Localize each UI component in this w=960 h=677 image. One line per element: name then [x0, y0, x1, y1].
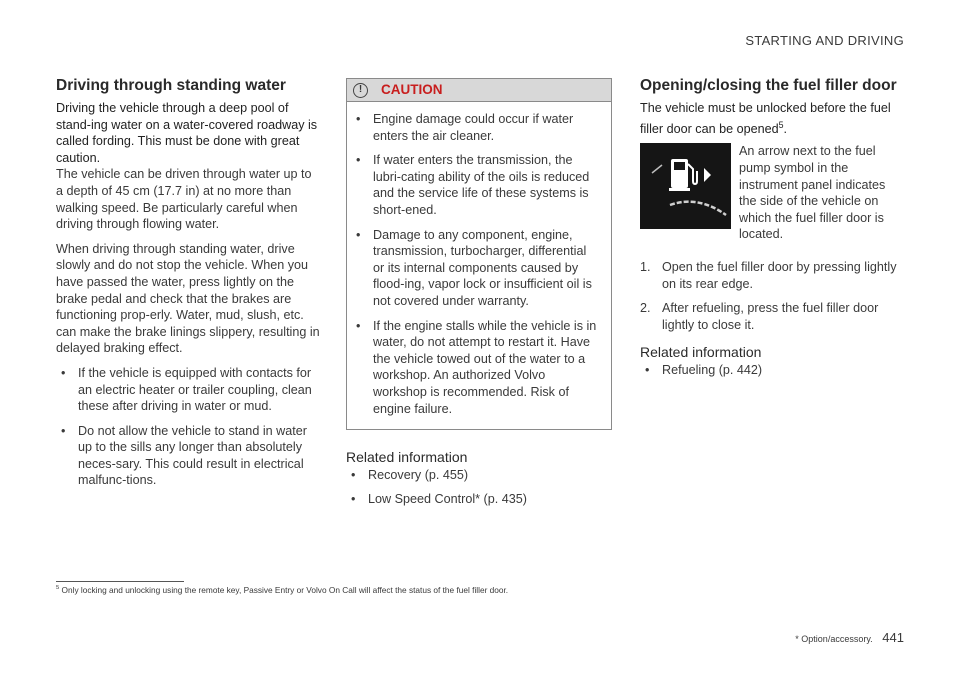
fuel-indicator-text: An arrow next to the fuel pump symbol in the instrument panel indicates the side of the vehicle on which the fuel filler door is located.: [739, 144, 886, 242]
bullet-icon: •: [356, 112, 361, 126]
related-heading: Related information: [640, 344, 762, 361]
bullet-icon: •: [356, 153, 361, 168]
list-item: • If water enters the transmission, the lubri-cating ability of the oils is reduced and the service life of these systems is short-ened.: [356, 153, 590, 217]
bullet-icon: •: [351, 468, 356, 483]
fuel-pump-icon: [640, 143, 731, 229]
related-link-low-speed-control[interactable]: • Low Speed Control* (p. 435): [351, 491, 527, 506]
list-item: • Engine damage could occur if water enters the air cleaner.: [356, 112, 574, 143]
caution-box: [346, 78, 612, 430]
paragraph-standing-water: When driving through standing water, drive slowly and do not stop the vehicle. When you have passed the water, press lightly on the brake pedal and check that the brakes are functioning prop-erly. Water, mud, slush, etc. can make the brake linings slippery, resulting in delayed braking effect.: [56, 241, 320, 356]
related-information-fuel: [640, 343, 906, 379]
footnote-number: 5: [56, 585, 60, 592]
fuel-indicator-row: [640, 143, 906, 243]
step-item: 1. Open the fuel filler door by pressing lightly on its rear edge.: [640, 259, 897, 291]
caution-title: CAUTION: [381, 81, 443, 97]
step-item: 2. After refueling, press the fuel filler door lightly to close it.: [640, 301, 879, 332]
caution-body: [347, 102, 611, 429]
heading-fuel-filler-door: Opening/closing the fuel filler door: [640, 77, 897, 94]
footnote: $^5$ Only locking and unlocking using the remote key, Passive Entry or Volvo On Call will affect the status of the fuel filler door.: [56, 585, 509, 595]
column-caution: [346, 76, 612, 514]
related-information: [346, 448, 612, 507]
footnote-ref: 5: [778, 119, 784, 130]
list-item: • Do not allow the vehicle to stand in water up to the sills any longer than absolutely neces-sary. This could result in electrical malfunc-tions.: [61, 423, 307, 488]
lead-paragraph: Driving the vehicle through a deep pool of stand-ing water on a water-covered roadway is called fording. This must be done with great caution.: [56, 101, 318, 165]
paragraph-depth: The vehicle can be driven through water up to a depth of 45 cm (17.7 in) at no more than walking speed. Be particularly careful when driving through flowing water.: [56, 167, 312, 232]
option-accessory-note: * Option/accessory.: [795, 634, 873, 644]
list-item: • If the vehicle is equipped with contacts for an electric heater or trailer coupling, clean these after driving in water or mud.: [61, 365, 312, 414]
column-driving-through-water: [56, 76, 322, 497]
bullet-icon: •: [356, 318, 361, 333]
caution-list: [351, 111, 599, 417]
bullet-icon: •: [356, 227, 361, 242]
section-header: STARTING AND DRIVING: [745, 33, 904, 48]
related-link-refueling[interactable]: • Refueling (p. 442): [645, 363, 763, 378]
bullet-icon: •: [645, 363, 650, 378]
related-heading: Related information: [346, 449, 468, 466]
related-link-recovery[interactable]: • Recovery (p. 455): [351, 468, 469, 483]
related-list: [346, 467, 612, 507]
exclamation-circle-icon: !: [353, 83, 368, 98]
bullet-icon: •: [351, 491, 356, 506]
list-item: • If the engine stalls while the vehicle is in water, do not attempt to restart it. Have the vehicle towed out of the water to a workshop. An authorized Volvo workshop is recommended. Risk of engine failure.: [356, 318, 597, 416]
caution-header: [347, 79, 611, 102]
list-item: • Damage to any component, engine, transmission, turbocharger, differential or its internal components caused by flood-ing, vapor lock or insufficient oil is not covered under warranty.: [356, 227, 592, 308]
column-fuel-filler: [640, 76, 906, 387]
bullet-icon: •: [61, 365, 66, 380]
heading-driving-through-water: Driving through standing water: [56, 77, 286, 94]
page-footer: [795, 630, 904, 645]
bullet-icon: •: [61, 423, 66, 438]
related-list: [640, 362, 906, 379]
bullet-list: [56, 365, 322, 489]
steps-list: [640, 259, 906, 333]
lead-paragraph-fuel: The vehicle must be unlocked before the fuel filler door can be opened$^5$.: [640, 101, 891, 136]
footnote-divider: [56, 581, 184, 582]
page-number: 441: [882, 630, 904, 645]
